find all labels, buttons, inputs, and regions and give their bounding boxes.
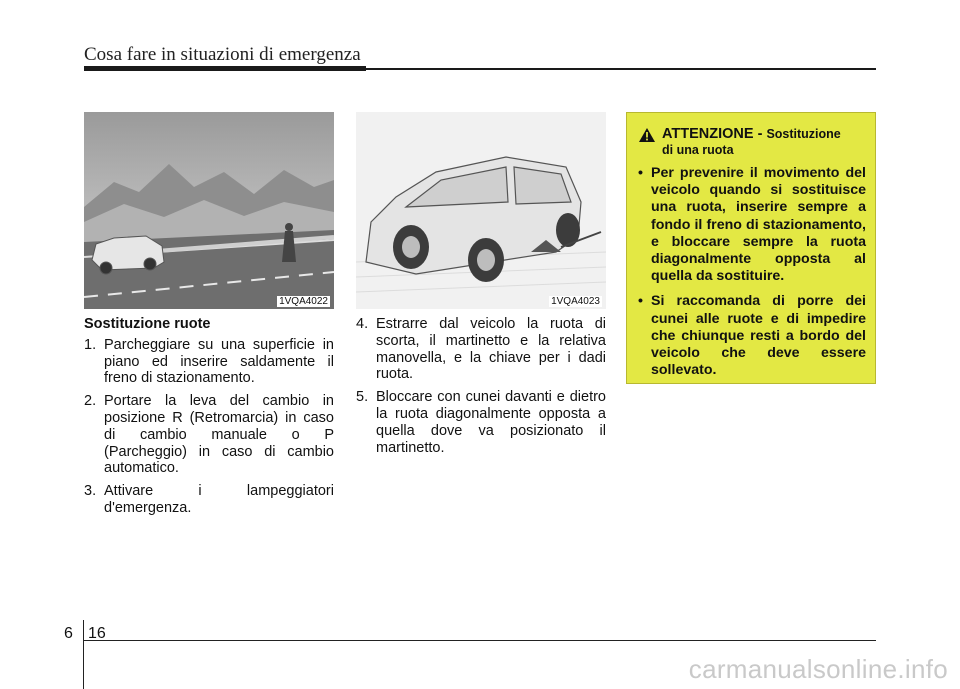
list-item: 1. Parcheggiare su una superficie in piano ed inserire saldamente il freno di stazionamento. <box>84 336 334 387</box>
warning-item: • Per prevenire il movimento del veicolo quando si sostituisce una ruota, inserire sempre a fondo il freno di stazionamento, e bloccare sempre la ruota diagonalmente opposta al quella da sostituire. <box>638 165 866 285</box>
car-jack-illustration <box>356 112 606 309</box>
header-rule-thin <box>366 68 876 70</box>
warning-subtitle-line-2: di una ruota <box>662 143 734 157</box>
figure-code: 1VQA4022 <box>279 296 328 307</box>
list-item: 2. Portare la leva del cambio in posizione R (Retromarcia) in caso di cambio manuale o P (Parcheggio) in caso di cambio automatico. <box>84 393 334 477</box>
list-item: 4. Estrarre dal veicolo la ruota di scorta, il martinetto e la relativa manovella, e la chiave per i dadi ruota. <box>356 316 606 383</box>
header-rule <box>84 66 366 71</box>
warning-box <box>626 112 876 384</box>
warning-subtitle: Sostituzione <box>766 127 841 141</box>
instructions-column-1 <box>84 316 334 523</box>
warning-heading: ATTENZIONE - Sostituzione di una ruota <box>636 125 866 157</box>
chapter-number: 6 <box>64 625 73 642</box>
warning-title: ATTENZIONE <box>662 126 754 142</box>
warning-item: • Si raccomanda di porre dei cunei alle ruote e di impedire che chiunque resti a bordo del veicolo che deve essere sollevato. <box>638 293 866 379</box>
section-title: Sostituzione ruote <box>84 316 211 332</box>
instructions-column-2 <box>356 316 606 462</box>
figure-code: 1VQA4023 <box>551 296 600 307</box>
warning-triangle-icon <box>638 127 656 148</box>
list-item: 3. Attivare i lampeggiatori d'emergenza. <box>84 483 334 516</box>
watermark-link[interactable]: carmanualsonline.info <box>688 654 948 684</box>
list-item: 5. Bloccare con cunei davanti e dietro la ruota diagonalmente opposta a quella dove va posizionato il martinetto. <box>356 389 606 456</box>
page-rule-vertical <box>83 620 84 689</box>
page-header-title: Cosa fare in situazioni di emergenza <box>84 44 361 65</box>
page-number: 16 <box>88 625 106 642</box>
page-rule-horizontal <box>84 640 876 641</box>
roadside-illustration <box>84 112 334 309</box>
